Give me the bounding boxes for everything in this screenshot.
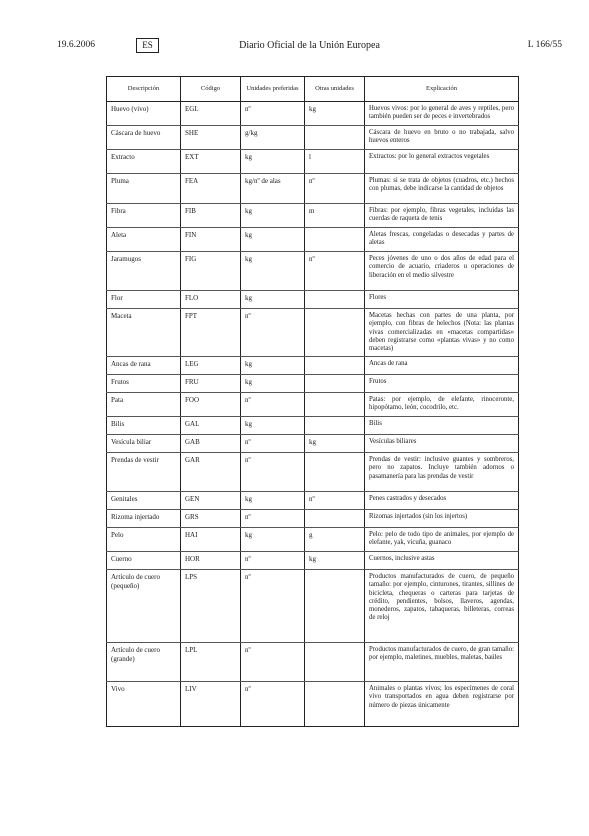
cell-explanation: Vesículas biliares [365, 435, 519, 453]
table-row [107, 102, 519, 126]
cell-description: Fibra [107, 204, 181, 228]
cell-description: Cáscara de huevo [107, 126, 181, 150]
cell-other-units: kg [305, 552, 365, 570]
cell-preferred-units: kg [241, 291, 305, 309]
cell-preferred-units: kg [241, 492, 305, 510]
cell-preferred-units: kg [241, 357, 305, 375]
table-row [107, 510, 519, 528]
cell-explanation: Penes castrados y desecados [365, 492, 519, 510]
cell-preferred-units: kg [241, 150, 305, 174]
cell-other-units: kg [305, 435, 365, 453]
table-body [107, 102, 519, 727]
cell-description: Bilis [107, 417, 181, 435]
cell-preferred-units: nº [241, 102, 305, 126]
cell-other-units: nº [305, 174, 365, 204]
journal-title: Diario Oficial de la Unión Europea [239, 40, 380, 51]
page-number: L 166/55 [527, 40, 562, 50]
cell-code: FIG [181, 252, 241, 291]
cell-other-units: nº [305, 492, 365, 510]
table-row [107, 492, 519, 510]
column-header-preferred-units: Unidades preferidas [241, 77, 305, 102]
cell-preferred-units: kg [241, 528, 305, 552]
cell-code: FIB [181, 204, 241, 228]
table-row [107, 375, 519, 393]
cell-description: Pelo [107, 528, 181, 552]
cell-description: Vesícula biliar [107, 435, 181, 453]
cell-preferred-units: nº [241, 552, 305, 570]
cell-explanation: Peces jóvenes de uno o dos años de edad para el comercio de acuario, criaderos u operaciones de liberación en el medio silvestre [365, 252, 519, 291]
cell-other-units [305, 417, 365, 435]
cell-code: FIN [181, 228, 241, 252]
cell-explanation: Fibras: por ejemplo, fibras vegetales, incluidas las cuerdas de raqueta de tenis [365, 204, 519, 228]
cell-explanation: Bilis [365, 417, 519, 435]
cell-other-units [305, 453, 365, 492]
cell-other-units [305, 643, 365, 682]
table-row [107, 643, 519, 682]
cell-other-units [305, 291, 365, 309]
cell-preferred-units: kg [241, 204, 305, 228]
table-row [107, 204, 519, 228]
cell-preferred-units: nº [241, 435, 305, 453]
cell-explanation: Aletas frescas, congeladas o desecadas y partes de aletas [365, 228, 519, 252]
cell-code: HOR [181, 552, 241, 570]
cell-code: GRS [181, 510, 241, 528]
cell-other-units: nº [305, 252, 365, 291]
cell-code: LIV [181, 682, 241, 727]
table-row [107, 393, 519, 417]
table-row [107, 417, 519, 435]
table-row [107, 528, 519, 552]
cell-other-units: m [305, 204, 365, 228]
column-header-explanation: Explicación [365, 77, 519, 102]
cell-explanation: Rizomas injertados (sin los injertos) [365, 510, 519, 528]
cell-code: LPL [181, 643, 241, 682]
cell-explanation: Huevos vivos: por lo general de aves y reptiles, pero también pueden ser de peces e invertebrados [365, 102, 519, 126]
cell-code: GAL [181, 417, 241, 435]
table-header-row [107, 77, 519, 102]
page-header [57, 38, 562, 54]
header-date: 19.6.2006 [57, 40, 95, 50]
cell-description: Genitales [107, 492, 181, 510]
cell-explanation: Cuernos, inclusive astas [365, 552, 519, 570]
cell-description: Pata [107, 393, 181, 417]
cell-explanation: Productos manufacturados de cuero, de gran tamaño: por ejemplo, maletines, muebles, maletas, baúles [365, 643, 519, 682]
table-row [107, 309, 519, 357]
cell-code: EGL [181, 102, 241, 126]
cell-other-units [305, 393, 365, 417]
cell-explanation: Cáscara de huevo en bruto o no trabajada, salvo huevos enteros [365, 126, 519, 150]
cell-code: FLO [181, 291, 241, 309]
cell-description: Vivo [107, 682, 181, 727]
cell-preferred-units: kg [241, 228, 305, 252]
cell-explanation: Pelo: pelo de todo tipo de animales, por ejemplo de elefante, yak, vicuña, guanaco [365, 528, 519, 552]
cell-other-units: l [305, 150, 365, 174]
units-table [106, 76, 519, 727]
cell-explanation: Macetas hechas con partes de una planta, por ejemplo, con fibras de helechos (Nota: las plantas vivas comercializadas en «macetas compartidas» deben registrarse como «plantas vivas» y no como macetas) [365, 309, 519, 357]
cell-preferred-units: nº [241, 393, 305, 417]
cell-other-units [305, 126, 365, 150]
cell-code: FOO [181, 393, 241, 417]
table-row [107, 570, 519, 643]
cell-code: GAR [181, 453, 241, 492]
cell-code: FRU [181, 375, 241, 393]
cell-description: Aleta [107, 228, 181, 252]
cell-code: GEN [181, 492, 241, 510]
table-row [107, 228, 519, 252]
cell-preferred-units: nº [241, 453, 305, 492]
cell-preferred-units: g/kg [241, 126, 305, 150]
cell-code: HAI [181, 528, 241, 552]
cell-preferred-units: nº [241, 510, 305, 528]
cell-code: FEA [181, 174, 241, 204]
column-header-description: Descripción [107, 77, 181, 102]
cell-description: Rizoma injertado [107, 510, 181, 528]
cell-explanation: Plumas: si se trata de objetos (cuadros, etc.) hechos con plumas, debe indicarse la cantidad de objetos [365, 174, 519, 204]
table-row [107, 126, 519, 150]
cell-code: LEG [181, 357, 241, 375]
table-row [107, 174, 519, 204]
cell-other-units [305, 510, 365, 528]
cell-other-units [305, 357, 365, 375]
cell-description: Jaramugos [107, 252, 181, 291]
cell-preferred-units: nº [241, 643, 305, 682]
cell-preferred-units: nº [241, 309, 305, 357]
cell-description: Ancas de rana [107, 357, 181, 375]
table-row [107, 357, 519, 375]
cell-code: EXT [181, 150, 241, 174]
cell-description: Huevo (vivo) [107, 102, 181, 126]
cell-other-units [305, 228, 365, 252]
column-header-code: Código [181, 77, 241, 102]
cell-explanation: Frutos [365, 375, 519, 393]
cell-description: Flor [107, 291, 181, 309]
cell-explanation: Flores [365, 291, 519, 309]
cell-preferred-units: kg [241, 417, 305, 435]
table-row [107, 435, 519, 453]
cell-explanation: Ancas de rana [365, 357, 519, 375]
cell-explanation: Patas: por ejemplo, de elefante, rinoceronte, hipopótamo, león, cocodrilo, etc. [365, 393, 519, 417]
table-row [107, 552, 519, 570]
table-row [107, 453, 519, 492]
cell-explanation: Prendas de vestir: inclusive guantes y sombreros, pero no zapatos. Incluye también adornos o pasamanería para las prendas de vestir [365, 453, 519, 492]
cell-preferred-units: nº [241, 682, 305, 727]
cell-description: Prendas de vestir [107, 453, 181, 492]
table-row [107, 291, 519, 309]
cell-other-units [305, 375, 365, 393]
cell-other-units [305, 309, 365, 357]
cell-description: Cuerno [107, 552, 181, 570]
cell-description: Frutos [107, 375, 181, 393]
cell-preferred-units: nº [241, 570, 305, 643]
cell-explanation: Animales o plantas vivos; los especímenes de coral vivo transportados en agua deben registrarse por número de piezas únicamente [365, 682, 519, 727]
cell-other-units: g [305, 528, 365, 552]
cell-description: Artículo de cuero (grande) [107, 643, 181, 682]
table-row [107, 252, 519, 291]
column-header-other-units: Otras unidades [305, 77, 365, 102]
cell-code: SHE [181, 126, 241, 150]
table-row [107, 682, 519, 727]
cell-code: GAB [181, 435, 241, 453]
cell-description: Pluma [107, 174, 181, 204]
cell-preferred-units: kg [241, 252, 305, 291]
cell-explanation: Productos manufacturados de cuero, de pequeño tamaño: por ejemplo, cinturones, tirantes, sillines de bicicleta, chequeras o carteras para tarjetas de crédito, pendientes, bolsos, llaveros, agendas, monederos, zapatos, tabaqueras, billeteras, correas de reloj [365, 570, 519, 643]
table-row [107, 150, 519, 174]
cell-preferred-units: kg/nº de alas [241, 174, 305, 204]
cell-code: FPT [181, 309, 241, 357]
cell-preferred-units: kg [241, 375, 305, 393]
cell-other-units: kg [305, 102, 365, 126]
cell-other-units [305, 682, 365, 727]
cell-code: LPS [181, 570, 241, 643]
cell-description: Extracto [107, 150, 181, 174]
cell-other-units [305, 570, 365, 643]
cell-description: Maceta [107, 309, 181, 357]
cell-explanation: Extractos: por lo general extractos vegetales [365, 150, 519, 174]
language-badge: ES [136, 38, 159, 53]
cell-description: Artículo de cuero (pequeño) [107, 570, 181, 643]
